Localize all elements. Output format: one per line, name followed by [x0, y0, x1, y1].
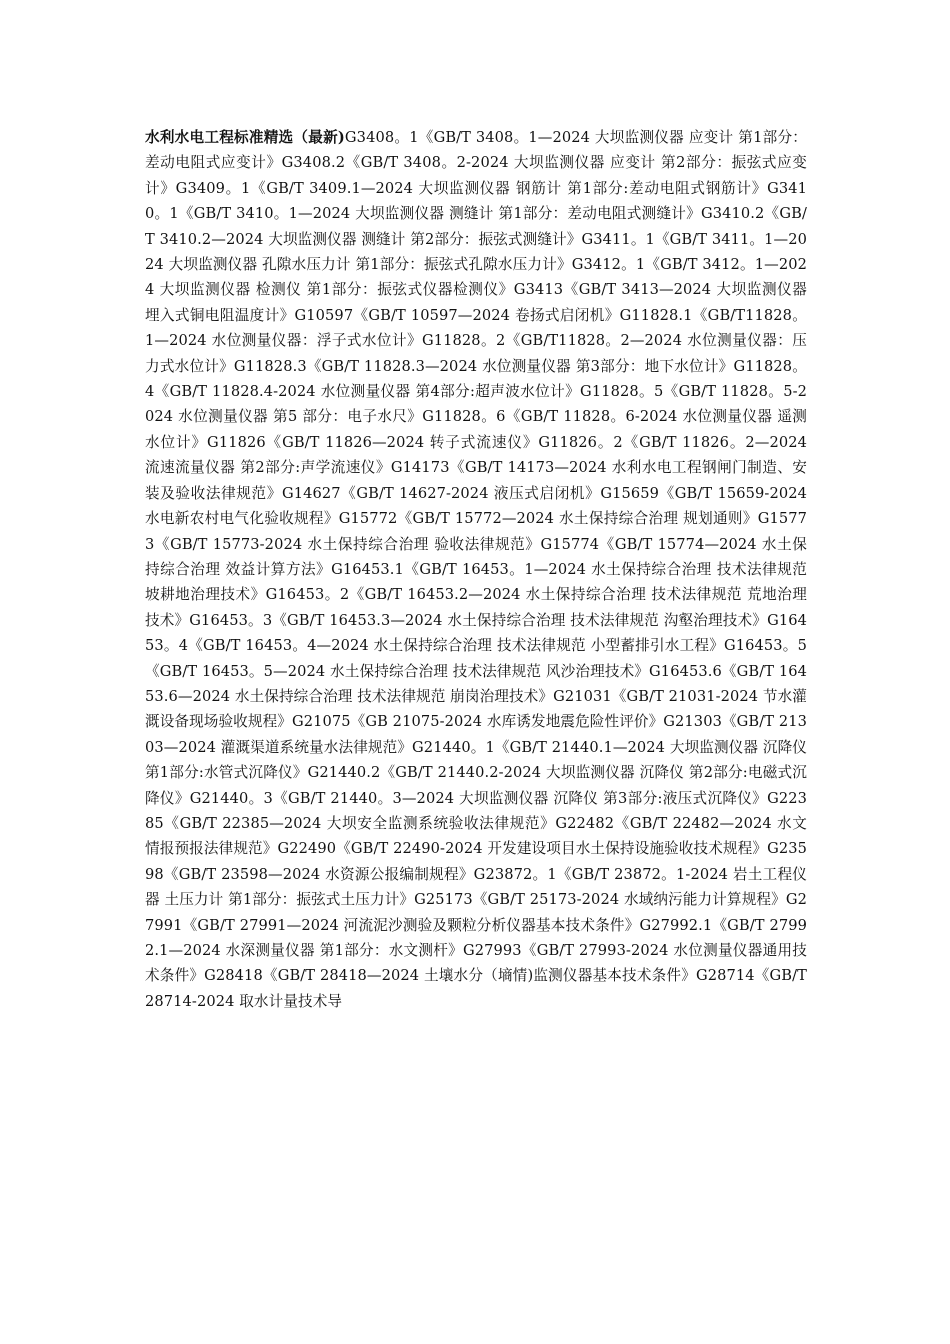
document-title: 水利水电工程标准精选（最新)	[145, 129, 345, 146]
standards-list-text: G3408。1《GB/T 3408。1—2024 大坝监测仪器 应变计 第1部分：差动电阻式应变计》G3408.2《GB/T 3408。2-2024 大坝监测仪器 应变计 第2部分：振弦式应变计》G3409。1《GB/T 3409.1—2024 大坝监测仪器 钢筋计 第1部分:差动电阻式钢筋计》G3410。1《GB/T 3410。1—2024 大坝监测仪器 测缝计 第1部分：差动电阻式测缝计》G3410.2《GB/T 3410.2—2024 大坝监测仪器 测缝计 第2部分：振弦式测缝计》G3411。1《GB/T 3411。1—2024 大坝监测仪器 孔隙水压力计 第1部分：振弦式孔隙水压力计》G3412。1《GB/T 3412。1—2024 大坝监测仪器 检测仪 第1部分：振弦式仪器检测仪》G3413《GB/T 3413—2024 大坝监测仪器 埋入式铜电阻温度计》G10597《GB/T 10597—2024 卷扬式启闭机》G11828.1《GB/T11828。1—2024 水位测量仪器：浮子式水位计》G11828。2《GB/T11828。2—2024 水位测量仪器：压力式水位计》G11828.3《GB/T 11828.3—2024 水位测量仪器 第3部分：地下水位计》G11828。4《GB/T 11828.4-2024 水位测量仪器 第4部分:超声波水位计》G11828。5《GB/T 11828。5-2024 水位测量仪器 第5 部分：电子水尺》G11828。6《GB/T 11828。6-2024 水位测量仪器 遥测水位计》G11826《GB/T 11826—2024 转子式流速仪》G11826。2《GB/T 11826。2—2024 流速流量仪器 第2部分:声学流速仪》G14173《GB/T 14173—2024 水利水电工程钢闸门制造、安装及验收法律规范》G14627《GB/T 14627-2024 液压式启闭机》G15659《GB/T 15659-2024 水电新农村电气化验收规程》G15772《GB/T 15772—2024 水土保持综合治理 规划通则》G15773《GB/T 15773-2024 水土保持综合治理 验收法律规范》G15774《GB/T 15774—2024 水土保持综合治理 效益计算方法》G16453.1《GB/T 16453。1—2024 水土保持综合治理 技术法律规范 坡耕地治理技术》G16453。2《GB/T 16453.2—2024 水土保持综合治理 技术法律规范 荒地治理技术》G16453。3《GB/T 16453.3—2024 水土保持综合治理 技术法律规范 沟壑治理技术》G16453。4《GB/T 16453。4—2024 水土保持综合治理 技术法律规范 小型蓄排引水工程》G16453。5《GB/T 16453。5—2024 水土保持综合治理 技术法律规范 风沙治理技术》G16453.6《GB/T 16453.6—2024 水土保持综合治理 技术法律规范 崩岗治理技术》G21031《GB/T 21031-2024 节水灌溉设备现场验收规程》G21075《GB 21075-2024 水库诱发地震危险性评价》G21303《GB/T 21303—2024 灌溉渠道系统量水法律规范》G21440。1《GB/T 21440.1—2024 大坝监测仪器 沉降仪 第1部分:水管式沉降仪》G21440.2《GB/T 21440.2-2024 大坝监测仪器 沉降仪 第2部分:电磁式沉降仪》G21440。3《GB/T 21440。3—2024 大坝监测仪器 沉降仪 第3部分:液压式沉降仪》G22385《GB/T 22385—2024 大坝安全监测系统验收法律规范》G22482《GB/T 22482—2024 水文情报预报法律规范》G22490《GB/T 22490-2024 开发建设项目水土保持设施验收技术规程》G23598《GB/T 23598—2024 水资源公报编制规程》G23872。1《GB/T 23872。1-2024 岩土工程仪器 土压力计 第1部分：振弦式土压力计》G25173《GB/T 25173-2024 水域纳污能力计算规程》G27991《GB/T 27991—2024 河流泥沙测验及颗粒分析仪器基本技术条件》G27992.1《GB/T 27992.1—2024 水深测量仪器 第1部分：水文测杆》G27993《GB/T 27993-2024 水位测量仪器通用技术条件》G28418《GB/T 28418—2024 土壤水分（墒情)监测仪器基本技术条件》G28714《GB/T 28714-2024 取水计量技术导	[145, 129, 807, 1010]
document-body	[145, 125, 807, 1014]
